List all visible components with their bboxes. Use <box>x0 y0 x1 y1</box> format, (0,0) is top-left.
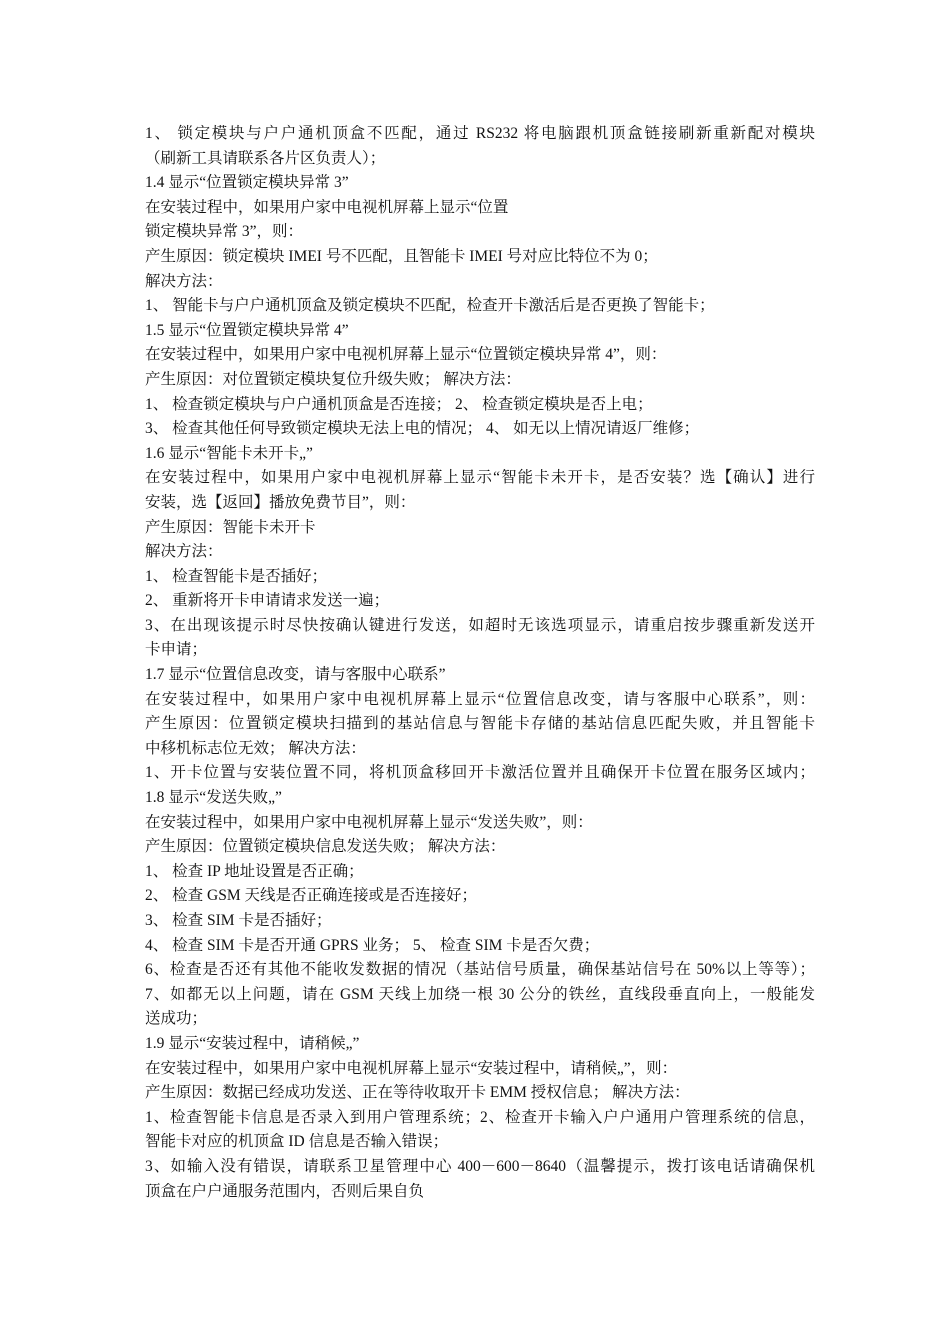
text-line: 解决方法： <box>145 272 223 290</box>
text-line: 1、 检查智能卡是否插好； <box>145 567 328 585</box>
text-line: 1、 锁定模块与户户通机顶盒不匹配，通过 RS232 将电脑跟机顶盒链接刷新重新配对模块 <box>145 125 815 142</box>
text-line: 卡申请； <box>145 641 208 659</box>
text-line: 1.8 显示“发送失败„” <box>145 789 282 807</box>
text-line: 在安装过程中，如果用户家中电视机屏幕上显示“位置信息改变，请与客服中心联系”，则： <box>145 690 815 708</box>
text-line: 3、如输入没有错误，请联系卫星管理中心 400－600－8640（温馨提示，拨打该电话请确保机 <box>145 1157 815 1175</box>
text-line: 6、检查是否还有其他不能收发数据的情况（基站信号质量，确保基站信号在 50%以上等等）； <box>145 961 815 979</box>
text-line: 1.9 显示“安装过程中，请稍候„” <box>145 1034 360 1052</box>
text-line: 在安装过程中，如果用户家中电视机屏幕上显示“智能卡未开卡，是否安装？选【确认】进行 <box>145 469 815 487</box>
text-line: 送成功； <box>145 1010 208 1028</box>
text-line: 1、 检查 IP 地址设置是否正确； <box>145 862 364 880</box>
text-line: 1、 检查锁定模块与户户通机顶盒是否连接； 2、 检查锁定模块是否上电； <box>145 395 653 413</box>
text-line: 解决方法： <box>145 543 223 561</box>
text-line: 1.5 显示“位置锁定模块异常 4” <box>145 321 349 339</box>
text-line: 在安装过程中，如果用户家中电视机屏幕上显示“位置锁定模块异常 4”，则： <box>145 346 667 364</box>
text-line: 在安装过程中，如果用户家中电视机屏幕上显示“发送失败”，则： <box>145 813 593 831</box>
text-line: 1.4 显示“位置锁定模块异常 3” <box>145 174 349 192</box>
text-line: 产生原因：位置锁定模块扫描到的基站信息与智能卡存储的基站信息匹配失败，并且智能卡 <box>145 715 815 733</box>
text-line: 3、 检查其他任何导致锁定模块无法上电的情况； 4、 如无以上情况请返厂维修； <box>145 420 700 438</box>
text-line: 产生原因：锁定模块 IMEI 号不匹配，且智能卡 IMEI 号对应比特位不为 0； <box>145 247 658 265</box>
text-line: 在安装过程中，如果用户家中电视机屏幕上显示“安装过程中，请稍候„”，则： <box>145 1059 678 1077</box>
text-line: 产生原因：位置锁定模块信息发送失败； 解决方法： <box>145 838 506 856</box>
text-line: 1、 智能卡与户户通机顶盒及锁定模块不匹配，检查开卡激活后是否更换了智能卡； <box>145 297 715 315</box>
text-line: 1.6 显示“智能卡未开卡„” <box>145 444 313 462</box>
text-line: 2、 重新将开卡申请请求发送一遍； <box>145 592 390 610</box>
text-line: 锁定模块异常 3”，则： <box>145 223 304 241</box>
document-body <box>145 122 815 1204</box>
text-line: 在安装过程中，如果用户家中电视机屏幕上显示“位置 <box>145 198 509 216</box>
text-line: 产生原因：对位置锁定模块复位升级失败； 解决方法： <box>145 370 521 388</box>
text-line: 3、 检查 SIM 卡是否插好； <box>145 912 332 929</box>
text-line: 7、如都无以上问题，请在 GSM 天线上加绕一根 30 公分的铁丝，直线段垂直向上，一般能发 <box>145 985 815 1003</box>
text-line: 4、 检查 SIM 卡是否开通 GPRS 业务； 5、 检查 SIM 卡是否欠费； <box>145 936 600 954</box>
text-line: 1、开卡位置与安装位置不同，将机顶盒移回开卡激活位置并且确保开卡位置在服务区域内； <box>145 764 815 782</box>
text-line: 顶盒在户户通服务范围内，否则后果自负 <box>145 1182 425 1200</box>
text-line: 2、 检查 GSM 天线是否正确连接或是否连接好； <box>145 887 477 905</box>
text-line: 1、检查智能卡信息是否录入到用户管理系统；2、检查开卡输入户户通用户管理系统的信息， <box>145 1108 815 1126</box>
text-line: 安装，选【返回】播放免费节目”，则： <box>145 493 416 511</box>
text-line: 产生原因：数据已经成功发送、正在等待收取开卡 EMM 授权信息； 解决方法： <box>145 1084 690 1102</box>
text-line: 中移机标志位无效； 解决方法： <box>145 739 366 757</box>
text-line: 智能卡对应的机顶盒 ID 信息是否输入错误； <box>145 1133 449 1151</box>
text-line: 产生原因：智能卡未开卡 <box>145 518 316 536</box>
text-line: 3、在出现该提示时尽快按确认键进行发送，如超时无该选项显示，请重启按步骤重新发送开 <box>145 616 815 634</box>
text-line: 1.7 显示“位置信息改变，请与客服中心联系” <box>145 666 446 684</box>
text-line: （刷新工具请联系各片区负责人）； <box>145 149 386 167</box>
